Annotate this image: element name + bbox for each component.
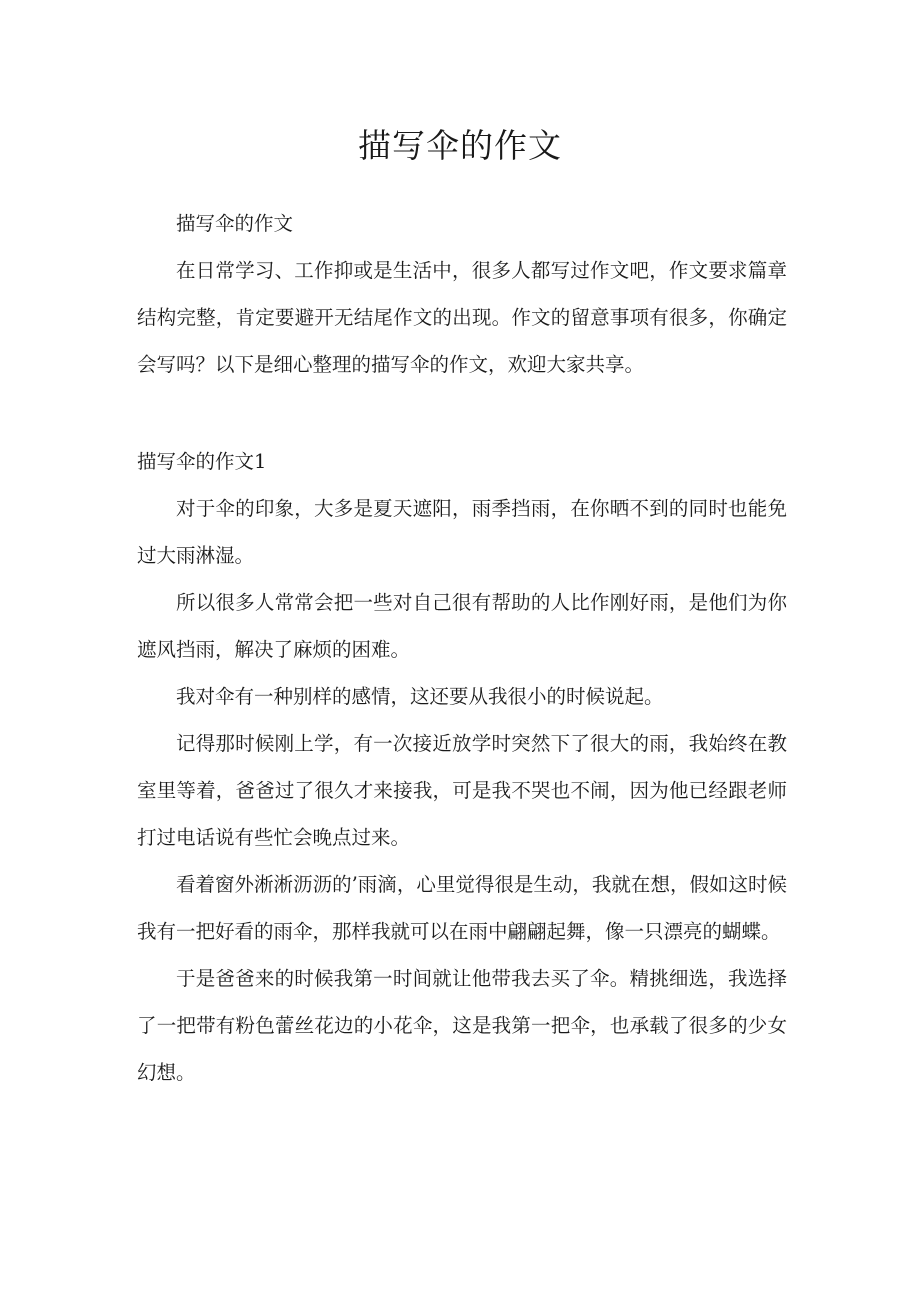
document-body bbox=[137, 200, 787, 1096]
page-title: 描写伞的作文 bbox=[358, 126, 562, 165]
body-paragraph: 看着窗外淅淅沥沥的’雨滴，心里觉得很是生动，我就在想，假如这时候我有一把好看的雨伞，那样我就可以在雨中翩翩起舞，像一只漂亮的蝴蝶。 bbox=[137, 873, 787, 943]
intro-paragraph: 在日常学习、工作抑或是生活中，很多人都写过作文吧，作文要求篇章结构完整，肯定要避开无结尾作文的出现。作文的留意事项有很多，你确定会写吗？以下是细心整理的描写伞的作文，欢迎大家共享。 bbox=[137, 259, 787, 376]
body-paragraph: 所以很多人常常会把一些对自己很有帮助的人比作刚好雨，是他们为你遮风挡雨，解决了麻烦的困难。 bbox=[137, 591, 787, 661]
body-paragraph: 对于伞的印象，大多是夏天遮阳，雨季挡雨，在你晒不到的同时也能免过大雨淋湿。 bbox=[137, 497, 787, 567]
document-subtitle: 描写伞的作文 bbox=[176, 212, 294, 235]
body-paragraph: 我对伞有一种别样的感情，这还要从我很小的时候说起。 bbox=[176, 685, 664, 708]
section-heading: 描写伞的作文1 bbox=[137, 450, 267, 473]
body-paragraph: 记得那时候刚上学，有一次接近放学时突然下了很大的雨，我始终在教室里等着，爸爸过了很久才来接我，可是我不哭也不闹，因为他已经跟老师打过电话说有些忙会晚点过来。 bbox=[137, 732, 787, 849]
body-paragraph: 于是爸爸来的时候我第一时间就让他带我去买了伞。精挑细选，我选择了一把带有粉色蕾丝花边的小花伞，这是我第一把伞，也承载了很多的少女幻想。 bbox=[137, 967, 787, 1084]
